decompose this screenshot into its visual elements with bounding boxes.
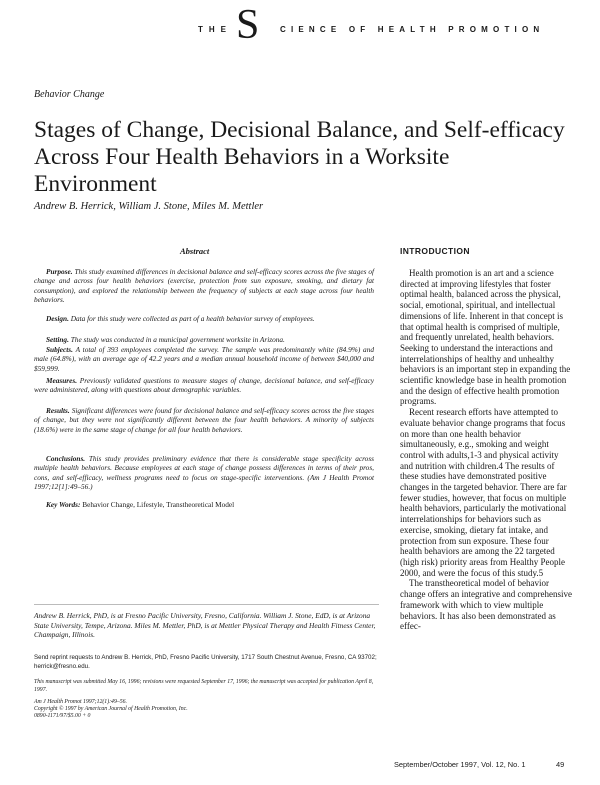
design-text: Data for this study were collected as part of a health behavior survey of employees.: [70, 314, 315, 323]
conclusions-text: This study provides preliminary evidence that there is considerable stage specificity across multiple health behaviors. Because employees at each stage of change possess differences in terms of their pros, cons, and self-efficacy, wellness programs need to focus on stage-specific interventions. (Am J Health Promot 1997;12[1]:49–56.): [34, 454, 375, 492]
masthead-rest: CIENCE OF HEALTH PROMOTION: [280, 25, 545, 34]
introduction-body: [400, 268, 572, 632]
reprint-footnote: Send reprint requests to Andrew B. Herrick, PhD, Fresno Pacific University, 1717 South Chestnut Avenue, Fresno, CA 93702; herrick@fresno.edu.: [34, 654, 377, 670]
intro-paragraph-2: Recent research efforts have attempted to evaluate behavior change programs that focus on more than one health behavior simultaneously, e.g., smoking and weight control with adults,1-3 and physical activity and nutrition with children.4 The results of these studies have demonstrated positive changes in the targeted behavior. There are far fewer studies, however, that focus on multiple health behaviors, particularly the motivational interrelationships for behaviors such as exercise, smoking, dietary fat intake, and protection from sun exposure. These four health behaviors are among the 22 targeted (high risk) priority areas from Healthy People 2000, and were the focus of this study.5: [400, 407, 567, 578]
abstract-results: [34, 406, 374, 434]
design-label: Design.: [46, 314, 69, 323]
keywords-label: Key Words:: [46, 500, 81, 509]
abstract-design: [34, 314, 374, 323]
page-number: 49: [556, 760, 565, 769]
intro-paragraph-3: The transtheoretical model of behavior change offers an integrative and comprehensive framework with which to view multiple behaviors. It has also been demonstrated as effec-: [400, 578, 573, 632]
masthead-the: THE: [198, 25, 232, 34]
introduction-heading: INTRODUCTION: [400, 246, 470, 256]
measures-text: Previously validated questions to measure stages of change, decisional balance, and self-efficacy were administered, along with questions about demographic variables.: [34, 376, 374, 395]
journal-masthead: [0, 2, 600, 48]
keywords-text: Behavior Change, Lifestyle, Transtheoretical Model: [82, 500, 235, 509]
masthead-s-letter: S: [236, 2, 260, 48]
abstract-heading: Abstract: [180, 246, 210, 256]
purpose-text: This study examined differences in decisional balance and self-efficacy scores across the five stages of change and across four health behaviors (exercise, protection from sun exposure, smoking, and dietary fat consumption), and explored the relationship between the frequency of subjects at each stage across four health behaviors.: [34, 267, 374, 305]
setting-text: The study was conducted in a municipal government worksite in Arizona.: [70, 335, 285, 344]
citation-line: Am J Health Promot 1997;12(1):49–56.: [34, 699, 128, 705]
subjects-text: A total of 393 employees completed the survey. The sample was predominantly white (84.9%) and male (64.8%), with an average age of 42.2 years and a median annual household income of between $40,000 and $59,999.: [34, 345, 374, 373]
results-label: Results.: [46, 406, 70, 415]
measures-label: Measures.: [46, 376, 78, 385]
abstract-setting: [34, 335, 374, 344]
issue-footer: September/October 1997, Vol. 12, No. 1: [394, 760, 526, 769]
abstract-measures: [34, 376, 374, 395]
issn-line: 0890-1171/97/$5.00 + 0: [34, 713, 91, 720]
subjects-label: Subjects.: [46, 345, 73, 354]
article-authors: Andrew B. Herrick, William J. Stone, Miles M. Mettler: [34, 201, 264, 212]
setting-label: Setting.: [46, 335, 69, 344]
abstract-conclusions: [34, 454, 374, 492]
results-text: Significant differences were found for decisional balance and self-efficacy scores across the five stages of change, but they were not significantly different between the four health behaviors. A minority of subjects (18.6%) were in the same stage of change for all four health behaviors.: [34, 406, 374, 434]
intro-paragraph-1: Health promotion is an art and a science directed at improving lifestyles that foster optimal health, balanced across the physical, social, emotional, spiritual, and intellectual dimensions of life. Inherent in that concept is that optimal health is comprised of multiple, and frequently unrelated, health behaviors. Seeking to understand the interactions and interrelationships of healthy and unhealthy behaviors is an important step in expanding the scientific knowledge base in health promotion and the design of effective health promotion programs.: [400, 268, 571, 407]
section-label: Behavior Change: [34, 89, 105, 100]
purpose-label: Purpose.: [46, 267, 73, 276]
author-bio-footnote: Andrew B. Herrick, PhD, is at Fresno Pacific University, Fresno, California. William J. Stone, EdD, is at Arizona State University, Tempe, Arizona. Miles M. Mettler, PhD, is at Mettler Physical Therapy and Health Fitness Center, Champaign, Illinois.: [34, 611, 376, 640]
received-footnote: This manuscript was submitted May 16, 1996; revisions were requested September 17, 1996; the manuscript was accepted for publication April 8, 1997.: [34, 679, 374, 693]
citation-block: [34, 699, 379, 721]
abstract-purpose: [34, 267, 374, 305]
conclusions-label: Conclusions.: [46, 454, 86, 463]
copyright-line: Copyright © 1997 by American Journal of Health Promotion, Inc.: [34, 706, 188, 713]
abstract-keywords: [34, 500, 374, 509]
footnote-divider: [34, 604, 379, 605]
article-title: Stages of Change, Decisional Balance, and Self-efficacy Across Four Health Behaviors in a Worksite Environment: [34, 117, 565, 197]
abstract-subjects: [34, 345, 374, 373]
